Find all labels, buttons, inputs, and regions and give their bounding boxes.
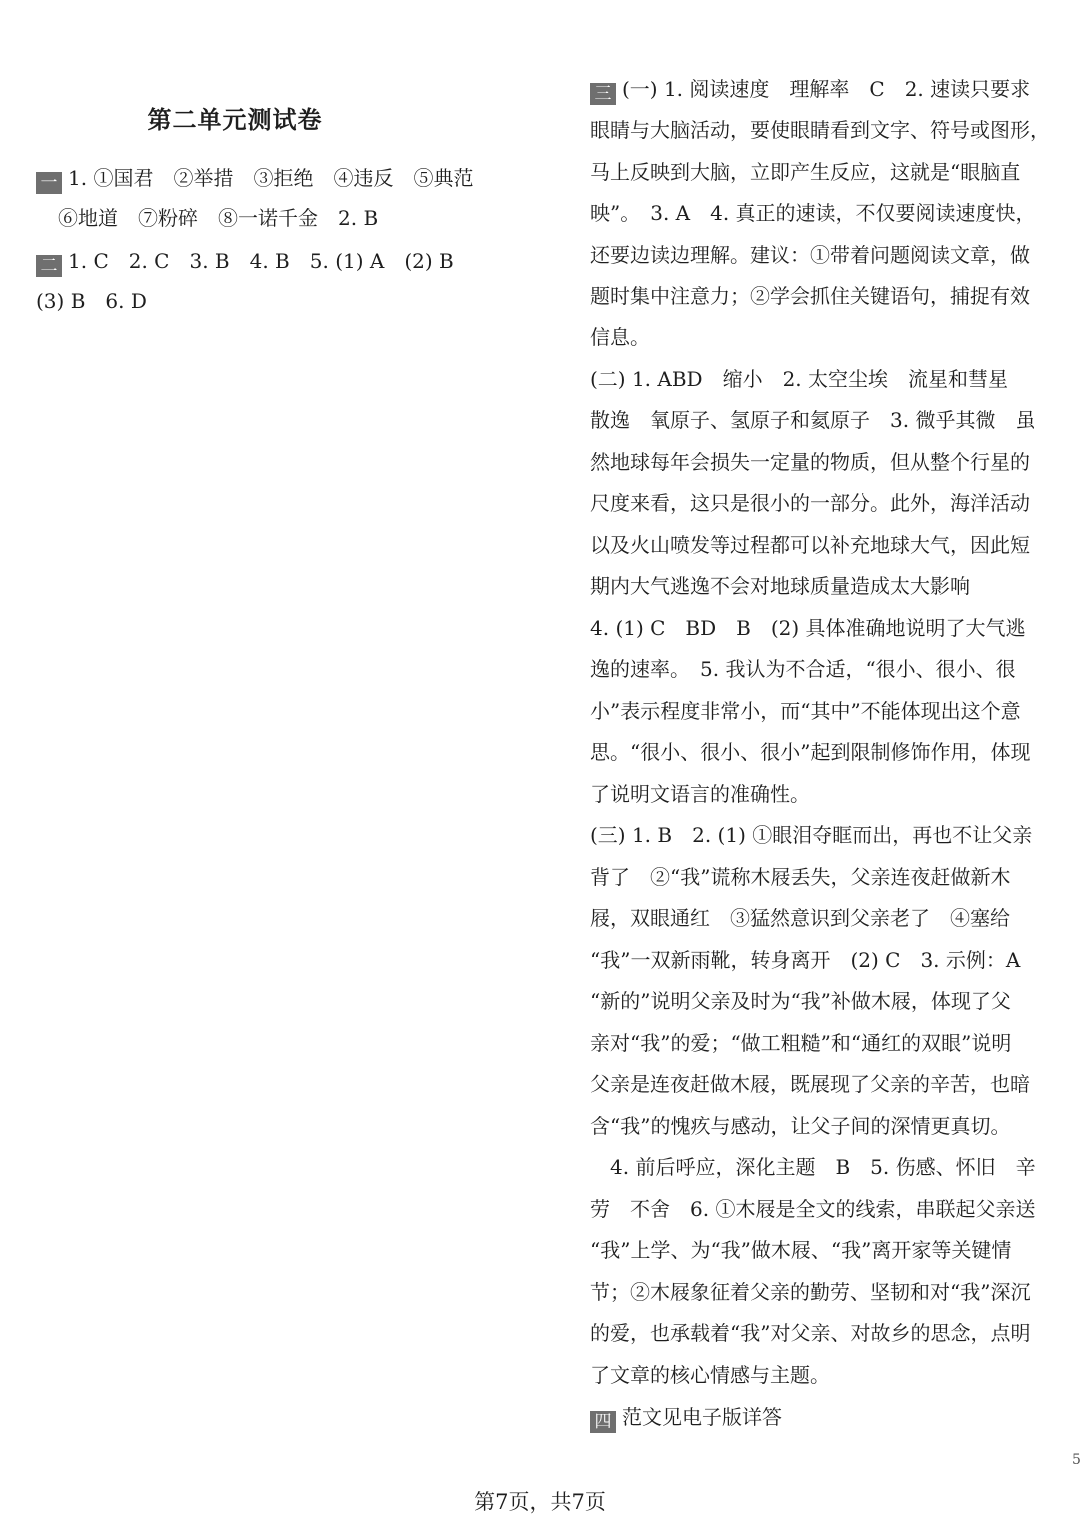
answer-text: 1. ①国君 ②举措 ③拒绝 ④违反 ⑤典范 — [68, 166, 474, 190]
answer-line — [58, 206, 378, 230]
answer-text: 1. C 2. C 3. B 4. B 5. (1) A (2) B — [68, 249, 454, 273]
answer-line — [590, 616, 1026, 640]
answer-line — [590, 201, 1036, 225]
answer-line — [590, 865, 1010, 889]
answer-line — [590, 118, 1050, 142]
answer-text: 逸的速率。 5. 我认为不合适，“很小、很小、很 — [590, 657, 1016, 681]
answer-text: 了文章的核心情感与主题。 — [590, 1363, 830, 1387]
answer-text: (3) B 6. D — [36, 289, 147, 313]
answer-line — [590, 1114, 1010, 1138]
answer-text: 马上反映到大脑，立即产生反应，这就是“眼脑直 — [590, 160, 1021, 184]
answer-text: 映”。 3. A 4. 真正的速读，不仅要阅读速度快， — [590, 201, 1036, 225]
answer-line — [590, 657, 1016, 681]
answer-text: 含“我”的愧疚与感动，让父子间的深情更真切。 — [590, 1114, 1011, 1138]
answer-text: 了说明文语言的准确性。 — [590, 782, 810, 806]
answer-text: 期内大气逃逸不会对地球质量造成太大影响 — [590, 574, 970, 598]
answer-line — [590, 948, 1020, 972]
edge-page-mark: 5 — [1072, 1452, 1081, 1468]
answer-line — [590, 1405, 782, 1433]
answer-text: 4. (1) C BD B (2) 具体准确地说明了大气逃 — [590, 616, 1026, 640]
answer-line — [590, 782, 810, 806]
answer-text: 的爱，也承载着“我”对父亲、对故乡的思念，点明 — [590, 1321, 1031, 1345]
answer-text: 节；②木屐象征着父亲的勤劳、坚韧和对“我”深沉 — [590, 1280, 1031, 1304]
page-title: 第二单元测试卷 — [147, 106, 323, 134]
section-marker: 四 — [590, 1411, 616, 1433]
answer-text: “我”一双新雨靴，转身离开 (2) C 3. 示例：A — [590, 948, 1021, 972]
answer-line — [590, 1363, 830, 1387]
answer-text: 屐，双眼通红 ③猛然意识到父亲老了 ④塞给 — [590, 906, 1010, 930]
answer-text: 范文见电子版详答 — [622, 1405, 782, 1429]
answer-line — [590, 450, 1030, 474]
answer-line — [590, 243, 1030, 267]
answer-line — [36, 166, 473, 194]
answer-line — [590, 740, 1030, 764]
answer-line — [36, 289, 147, 313]
answer-text: 散逸 氧原子、氢原子和氦原子 3. 微乎其微 虽 — [590, 408, 1036, 432]
answer-line — [590, 1238, 1011, 1262]
answer-line — [590, 1280, 1030, 1304]
answer-text: 然地球每年会损失一定量的物质，但从整个行星的 — [590, 450, 1030, 474]
answer-text: (一) 1. 阅读速度 理解率 C 2. 速读只要求 — [622, 77, 1031, 101]
answer-text: 思。“很小、很小、很小”起到限制修饰作用，体现 — [590, 740, 1031, 764]
answer-line — [590, 574, 970, 598]
answer-text: ⑥地道 ⑦粉碎 ⑧一诺千金 2. B — [58, 206, 379, 230]
answer-text: 信息。 — [590, 325, 650, 349]
answer-line — [590, 1321, 1030, 1345]
section-marker: 二 — [36, 255, 62, 277]
answer-line — [590, 1197, 1035, 1221]
answer-text: 眼睛与大脑活动，要使眼睛看到文字、符号或图形， — [590, 118, 1050, 142]
section-marker: 三 — [590, 83, 616, 105]
answer-text: 亲对“我”的爱；“做工粗糙”和“通红的双眼”说明 — [590, 1031, 1012, 1055]
page-footer: 第7页，共7页 — [474, 1490, 606, 1514]
answer-text: (二) 1. ABD 缩小 2. 太空尘埃 流星和彗星 — [590, 367, 1009, 391]
answer-line — [590, 699, 1021, 723]
answer-line — [590, 408, 1035, 432]
answer-text: “新的”说明父亲及时为“我”补做木屐，体现了父 — [590, 989, 1011, 1013]
answer-text: 4. 前后呼应，深化主题 B 5. 伤感、怀旧 辛 — [590, 1155, 1036, 1179]
section-marker: 一 — [36, 172, 62, 194]
answer-line — [590, 77, 1030, 105]
answer-line — [590, 1072, 1030, 1096]
answer-line — [590, 533, 1030, 557]
answer-line — [590, 284, 1030, 308]
answer-text: 小”表示程度非常小，而“其中”不能体现出这个意 — [590, 699, 1021, 723]
answer-line — [590, 367, 1008, 391]
answer-line — [590, 906, 1010, 930]
answer-line — [36, 249, 454, 277]
answer-text: 背了 ②“我”谎称木屐丢失，父亲连夜赶做新木 — [590, 865, 1011, 889]
answer-line — [590, 325, 650, 349]
answer-line — [590, 160, 1020, 184]
answer-text: 父亲是连夜赶做木屐，既展现了父亲的辛苦，也暗 — [590, 1072, 1030, 1096]
answer-text: (三) 1. B 2. (1) ①眼泪夺眶而出，再也不让父亲 — [590, 823, 1033, 847]
answer-text: 劳 不舍 6. ①木屐是全文的线索，串联起父亲送 — [590, 1197, 1036, 1221]
answer-line — [590, 823, 1032, 847]
answer-line — [590, 491, 1030, 515]
answer-line — [590, 989, 1011, 1013]
answer-line — [590, 1031, 1011, 1055]
answer-text: “我”上学、为“我”做木屐、“我”离开家等关键情 — [590, 1238, 1012, 1262]
answer-text: 尺度来看，这只是很小的一部分。此外，海洋活动 — [590, 491, 1030, 515]
answer-text: 题时集中注意力；②学会抓住关键语句，捕捉有效 — [590, 284, 1030, 308]
answer-text: 还要边读边理解。建议：①带着问题阅读文章，做 — [590, 243, 1030, 267]
answer-text: 以及火山喷发等过程都可以补充地球大气，因此短 — [590, 533, 1030, 557]
answer-line — [590, 1155, 1036, 1179]
